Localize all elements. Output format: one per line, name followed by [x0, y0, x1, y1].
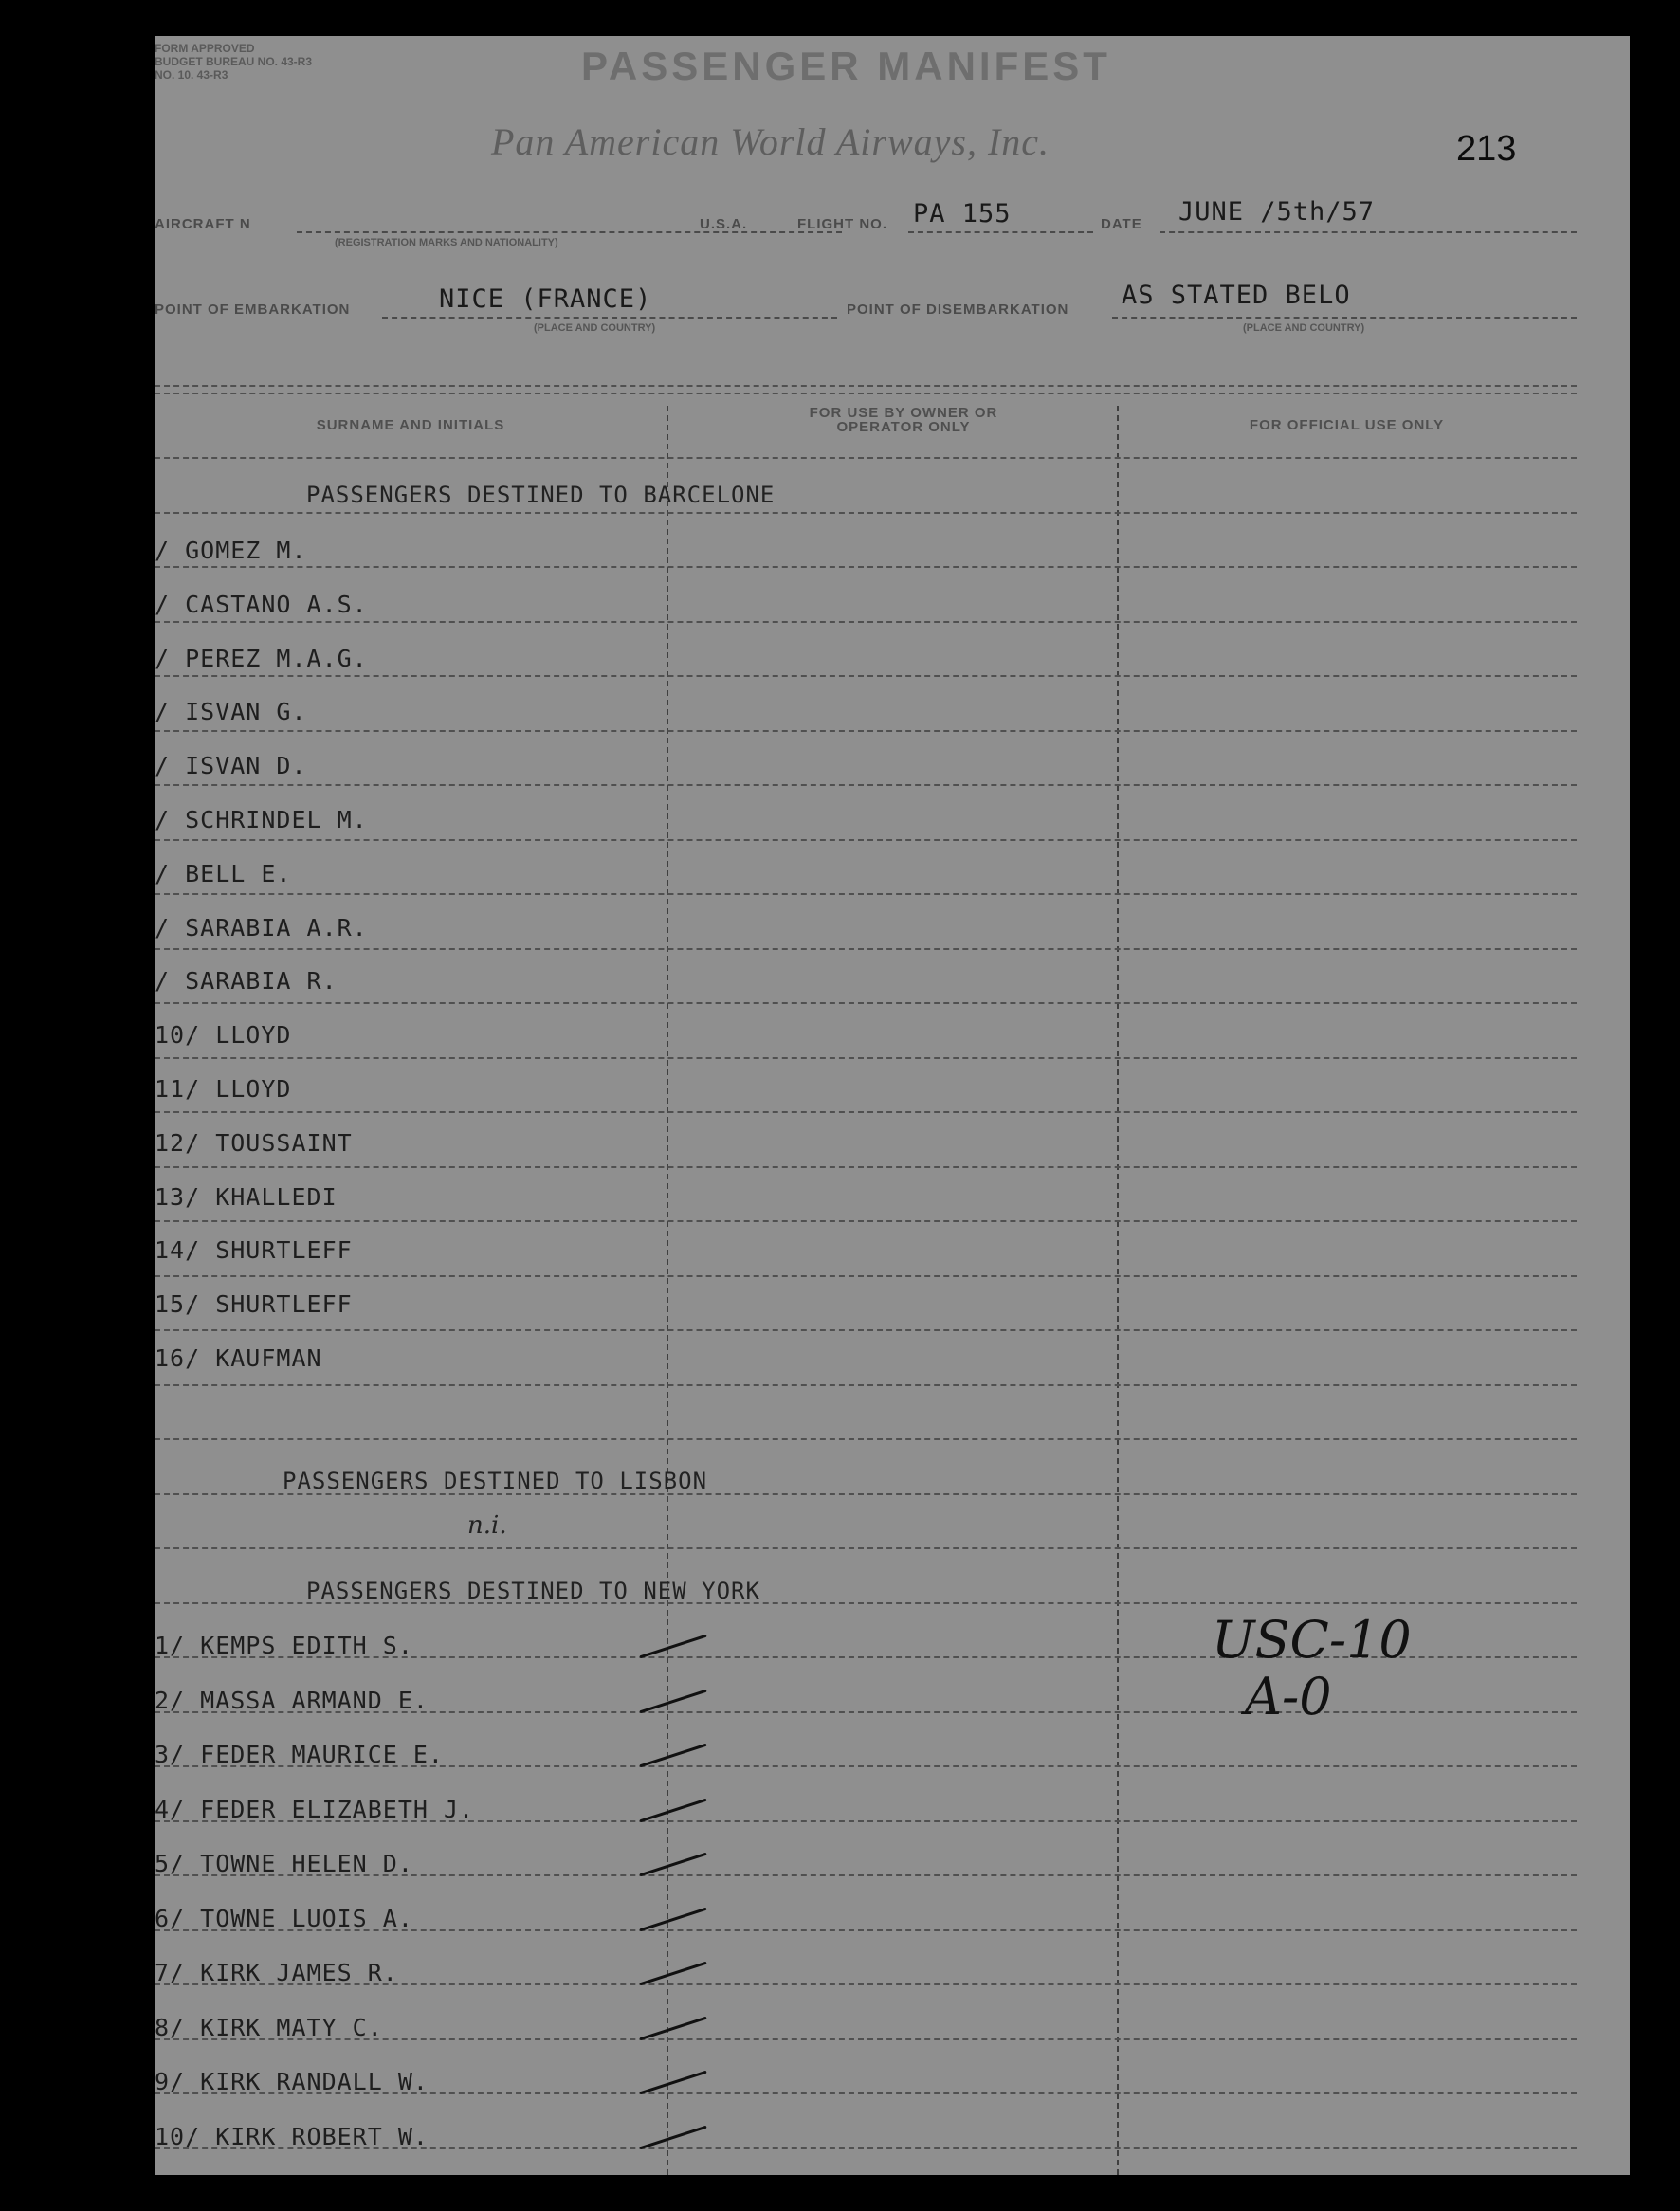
passenger-name: 15/ SHURTLEFF [155, 1290, 353, 1318]
row-rule [155, 1220, 1577, 1222]
passenger-name: 13/ KHALLEDI [155, 1183, 338, 1211]
passenger-name: / SARABIA R. [155, 967, 338, 995]
flight-label: FLIGHT NO. [797, 216, 887, 232]
registration-caption: (REGISTRATION MARKS AND NATIONALITY) [335, 237, 558, 248]
row-rule [155, 730, 1577, 732]
row-rule [155, 1166, 1577, 1168]
passenger-name: / GOMEZ M. [155, 537, 307, 564]
row-rule [155, 566, 1577, 568]
passenger-name: / BELL E. [155, 860, 292, 887]
row-rule [155, 675, 1577, 677]
date-label: DATE [1101, 216, 1142, 232]
header-official: FOR OFFICIAL USE ONLY [1249, 417, 1445, 433]
lisbon-handwritten-note: n.i. [467, 1511, 507, 1540]
passenger-name: / CASTANO A.S. [155, 591, 368, 618]
check-mark [639, 2017, 706, 2041]
column-divider [667, 406, 668, 2175]
check-mark [639, 2071, 706, 2095]
passenger-name: 9/ KIRK RANDALL W. [155, 2068, 429, 2095]
table-top-rule [155, 393, 1577, 394]
row-rule [155, 839, 1577, 841]
embarkation-value: NICE (FRANCE) [439, 284, 652, 314]
check-mark [639, 1962, 706, 1986]
row-rule [155, 1329, 1577, 1331]
row-rule [155, 621, 1577, 623]
check-mark [639, 2126, 706, 2150]
page-number: 213 [1456, 129, 1517, 169]
passenger-name: 4/ FEDER ELIZABETH J. [155, 1796, 475, 1823]
aircraft-label: AIRCRAFT N [155, 216, 251, 232]
passenger-name: / SCHRINDEL M. [155, 806, 368, 833]
nationality: U.S.A. [700, 216, 748, 232]
disembarkation-line [1112, 317, 1577, 319]
passenger-name: 11/ LLOYD [155, 1075, 292, 1103]
passenger-name: 16/ KAUFMAN [155, 1344, 322, 1372]
header-owner: FOR USE BY OWNER OR OPERATOR ONLY [809, 405, 998, 435]
disembarkation-value: AS STATED BELO [1122, 281, 1351, 310]
official-handwritten-note: USC-10 [1212, 1610, 1412, 1670]
flight-number: PA 155 [913, 199, 1012, 228]
row-rule [155, 1111, 1577, 1113]
passenger-name: / SARABIA A.R. [155, 914, 368, 941]
passenger-name: 6/ TOWNE LUOIS A. [155, 1905, 413, 1932]
table-top-rule [155, 385, 1577, 387]
passenger-name: 1/ KEMPS EDITH S. [155, 1632, 413, 1659]
passenger-name: 10/ KIRK ROBERT W. [155, 2123, 429, 2150]
header-surname: SURNAME AND INITIALS [316, 417, 505, 433]
section-barcelona: PASSENGERS DESTINED TO BARCELONE [306, 482, 776, 508]
document-title: PASSENGER MANIFEST [581, 44, 1111, 88]
aircraft-line [297, 231, 842, 233]
passenger-name: 5/ TOWNE HELEN D. [155, 1850, 413, 1877]
row-rule [155, 1547, 1577, 1549]
check-mark [639, 1853, 706, 1877]
row-rule [155, 893, 1577, 895]
row-rule [155, 1002, 1577, 1004]
form-approval-stamp [155, 42, 312, 82]
check-mark [639, 1799, 706, 1823]
flight-line [908, 231, 1093, 233]
row-rule [155, 1275, 1577, 1277]
passenger-name: 2/ MASSA ARMAND E. [155, 1687, 429, 1714]
passenger-name: 3/ FEDER MAURICE E. [155, 1741, 444, 1768]
disembarkation-caption: (PLACE AND COUNTRY) [1243, 322, 1365, 334]
disembarkation-label: POINT OF DISEMBARKATION [847, 302, 1069, 318]
row-rule [155, 948, 1577, 950]
passenger-name: / PEREZ M.A.G. [155, 645, 368, 672]
check-mark [639, 1690, 706, 1714]
company-name: Pan American World Airways, Inc. [491, 120, 1050, 163]
date-value: JUNE /5th/57 [1178, 197, 1376, 227]
passenger-name: / ISVAN D. [155, 752, 307, 779]
row-rule [155, 1057, 1577, 1059]
passenger-name: 10/ LLOYD [155, 1021, 292, 1049]
passenger-name: 7/ KIRK JAMES R. [155, 1959, 398, 1986]
row-rule [155, 512, 1577, 514]
section-newyork: PASSENGERS DESTINED TO NEW YORK [306, 1578, 760, 1604]
check-mark [639, 1908, 706, 1932]
embarkation-caption: (PLACE AND COUNTRY) [534, 322, 656, 334]
row-rule [155, 1384, 1577, 1386]
passenger-name: 14/ SHURTLEFF [155, 1236, 353, 1264]
embarkation-label: POINT OF EMBARKATION [155, 302, 351, 318]
row-rule [155, 1438, 1577, 1440]
section-lisbon: PASSENGERS DESTINED TO LISBON [283, 1468, 708, 1494]
passenger-name: 12/ TOUSSAINT [155, 1129, 353, 1157]
corner-line: NO. 10. 43-R3 [155, 68, 228, 82]
corner-line: BUDGET BUREAU NO. 43-R3 [155, 55, 313, 68]
passenger-name: / ISVAN G. [155, 698, 307, 725]
date-line [1160, 231, 1577, 233]
row-rule [155, 457, 1577, 459]
check-mark [639, 1635, 706, 1659]
official-handwritten-note: A-0 [1245, 1667, 1332, 1727]
column-divider [1117, 406, 1119, 2175]
check-mark [639, 1744, 706, 1768]
passenger-name: 8/ KIRK MATY C. [155, 2014, 383, 2041]
embarkation-line [382, 317, 837, 319]
corner-line: FORM APPROVED [155, 42, 255, 55]
manifest-sheet [155, 36, 1630, 2175]
row-rule [155, 784, 1577, 786]
